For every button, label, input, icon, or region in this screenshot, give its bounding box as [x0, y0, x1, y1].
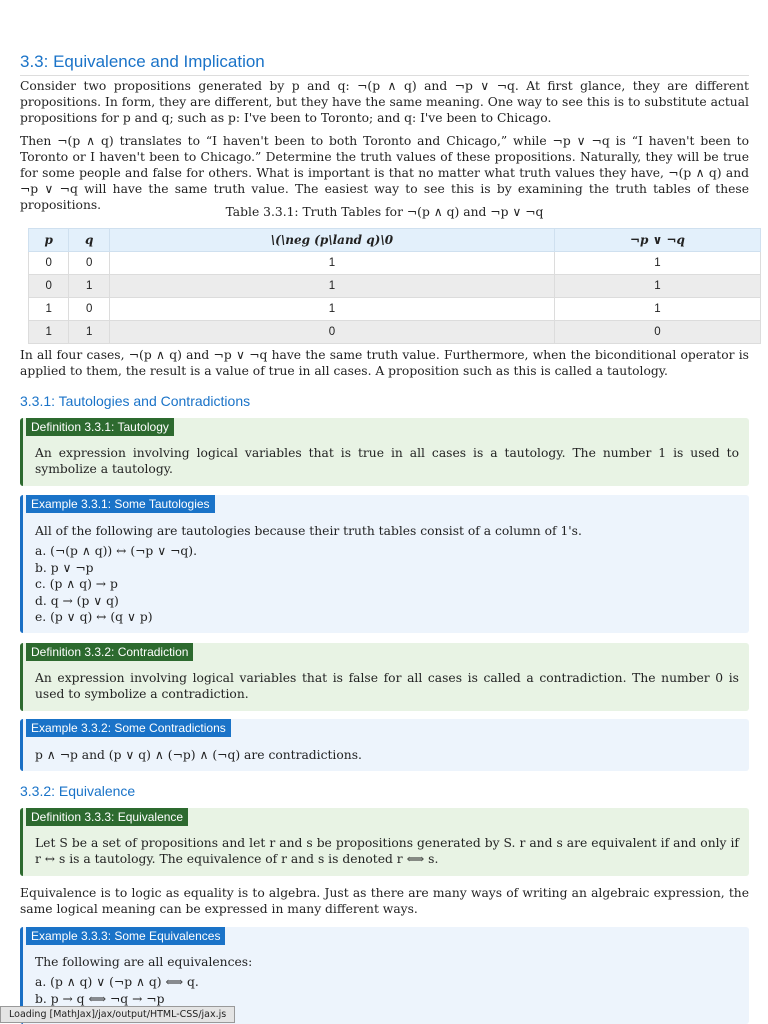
section-heading-tautologies[interactable]: 3.3.1: Tautologies and Contradictions — [20, 393, 251, 409]
table-cell: 0 — [554, 321, 760, 344]
table-cell: 1 — [109, 275, 554, 298]
example-tautologies — [20, 495, 749, 633]
table-cell: 1 — [554, 298, 760, 321]
example-text: p ∧ ¬p and (p ∨ q) ∧ (¬p) ∧ (¬q) are contradictions. — [35, 748, 362, 762]
table-cell: 1 — [69, 321, 109, 344]
example-text: All of the following are tautologies because their truth tables consist of a column of 1's. — [35, 524, 582, 538]
example-body — [35, 954, 739, 1007]
equivalence-paragraph: Equivalence is to logic as equality is to algebra. Just as there are many ways of writing an algebraic expression, the same logical meaning can be expressed in many different ways. — [20, 886, 749, 916]
after-table-paragraph: In all four cases, ¬(p ∧ q) and ¬p ∨ ¬q have the same truth value. Furthermore, when the biconditional operator is applied to them, the result is a value of true in all cases. A proposition such as this is called a tautology. — [20, 348, 749, 378]
example-text: The following are all equivalences: — [35, 955, 253, 969]
table-cell: 1 — [29, 298, 69, 321]
table-header-row — [29, 229, 761, 252]
truth-table — [28, 228, 761, 344]
title-divider — [20, 75, 749, 76]
table-cell: 0 — [69, 298, 109, 321]
table-cell: 0 — [69, 252, 109, 275]
list-item: d. q → (p ∨ q) — [35, 593, 119, 608]
list-item: e. (p ∨ q) ↔ (q ∨ p) — [35, 610, 153, 624]
tautology-list — [35, 543, 739, 626]
table-cell: 1 — [554, 275, 760, 298]
list-item: a. (¬(p ∧ q)) ↔ (¬p ∨ ¬q). — [35, 544, 197, 558]
example-body — [35, 523, 739, 626]
definition-equivalence — [20, 808, 749, 876]
section-heading-equivalence[interactable]: 3.3.2: Equivalence — [20, 783, 136, 799]
example-label: Example 3.3.1: Some Tautologies — [26, 495, 215, 513]
table-cell: 0 — [29, 275, 69, 298]
table-cell: 1 — [29, 321, 69, 344]
table-cell: 1 — [554, 252, 760, 275]
example-contradictions — [20, 719, 749, 771]
intro-paragraph-1: Consider two propositions generated by p and q: ¬(p ∧ q) and ¬p ∨ ¬q. At first glance, they are different propositions. In form, they are different, but they have the same meaning. One way to see this is to substitute actual propositions for p and q; such as p: I've been to Toronto; and q: I've been to Chicago. — [20, 79, 749, 125]
table-cell: 0 — [29, 252, 69, 275]
table-header: ¬p ∨ ¬q — [554, 229, 760, 252]
list-item: c. (p ∧ q) → p — [35, 577, 118, 591]
definition-label: Definition 3.3.3: Equivalence — [26, 808, 188, 826]
equivalence-list — [35, 974, 739, 1007]
mathjax-loading-status: Loading [MathJax]/jax/output/HTML-CSS/jax.js — [0, 1006, 235, 1023]
list-item: b. p ∨ ¬p — [35, 560, 94, 575]
example-label: Example 3.3.2: Some Contradictions — [26, 719, 231, 737]
page-title: 3.3: Equivalence and Implication — [20, 52, 265, 71]
table-header: \(\neg (p\land q)\0 — [109, 229, 554, 252]
definition-text: An expression involving logical variables that is false for all cases is called a contradiction. The number 0 is used to symbolize a contradiction. — [35, 671, 739, 701]
definition-text: An expression involving logical variables that is true in all cases is a tautology. The number 1 is used to symbolize a tautology. — [35, 446, 739, 476]
table-row — [29, 252, 761, 275]
definition-contradiction — [20, 643, 749, 711]
table-cell: 0 — [109, 321, 554, 344]
table-cell: 1 — [109, 252, 554, 275]
table-header: p — [29, 229, 69, 252]
table-cell: 1 — [69, 275, 109, 298]
definition-label: Definition 3.3.1: Tautology — [26, 418, 174, 436]
table-row — [29, 298, 761, 321]
list-item: b. p → q ⟺ ¬q → ¬p — [35, 991, 165, 1006]
example-label: Example 3.3.3: Some Equivalences — [26, 927, 225, 945]
list-item: a. (p ∧ q) ∨ (¬p ∧ q) ⟺ q. — [35, 975, 199, 989]
definition-tautology — [20, 418, 749, 486]
table-row — [29, 321, 761, 344]
table-caption: Table 3.3.1: Truth Tables for ¬(p ∧ q) and ¬p ∨ ¬q — [225, 205, 544, 219]
table-row — [29, 275, 761, 298]
table-header: q — [69, 229, 109, 252]
definition-text: Let S be a set of propositions and let r and s be propositions generated by S. r and s are equivalent if and only if r ↔ s is a tautology. The equivalence of r and s is denoted r ⟺ s. — [35, 836, 739, 866]
definition-label: Definition 3.3.2: Contradiction — [26, 643, 193, 661]
intro-paragraph-2: Then ¬(p ∧ q) translates to “I haven't been to both Toronto and Chicago,” while ¬p ∨ ¬q is “I haven't been to Toronto or I haven't been to Chicago.” Determine the truth values of these propositions. Naturally, they will be true for some people and false for others. What is important is that no matter what truth values they have, ¬(p ∧ q) and ¬p ∨ ¬q will have the same truth value. The easiest way to see this is by examining the truth tables of these propositions. — [20, 134, 749, 212]
table-cell: 1 — [109, 298, 554, 321]
